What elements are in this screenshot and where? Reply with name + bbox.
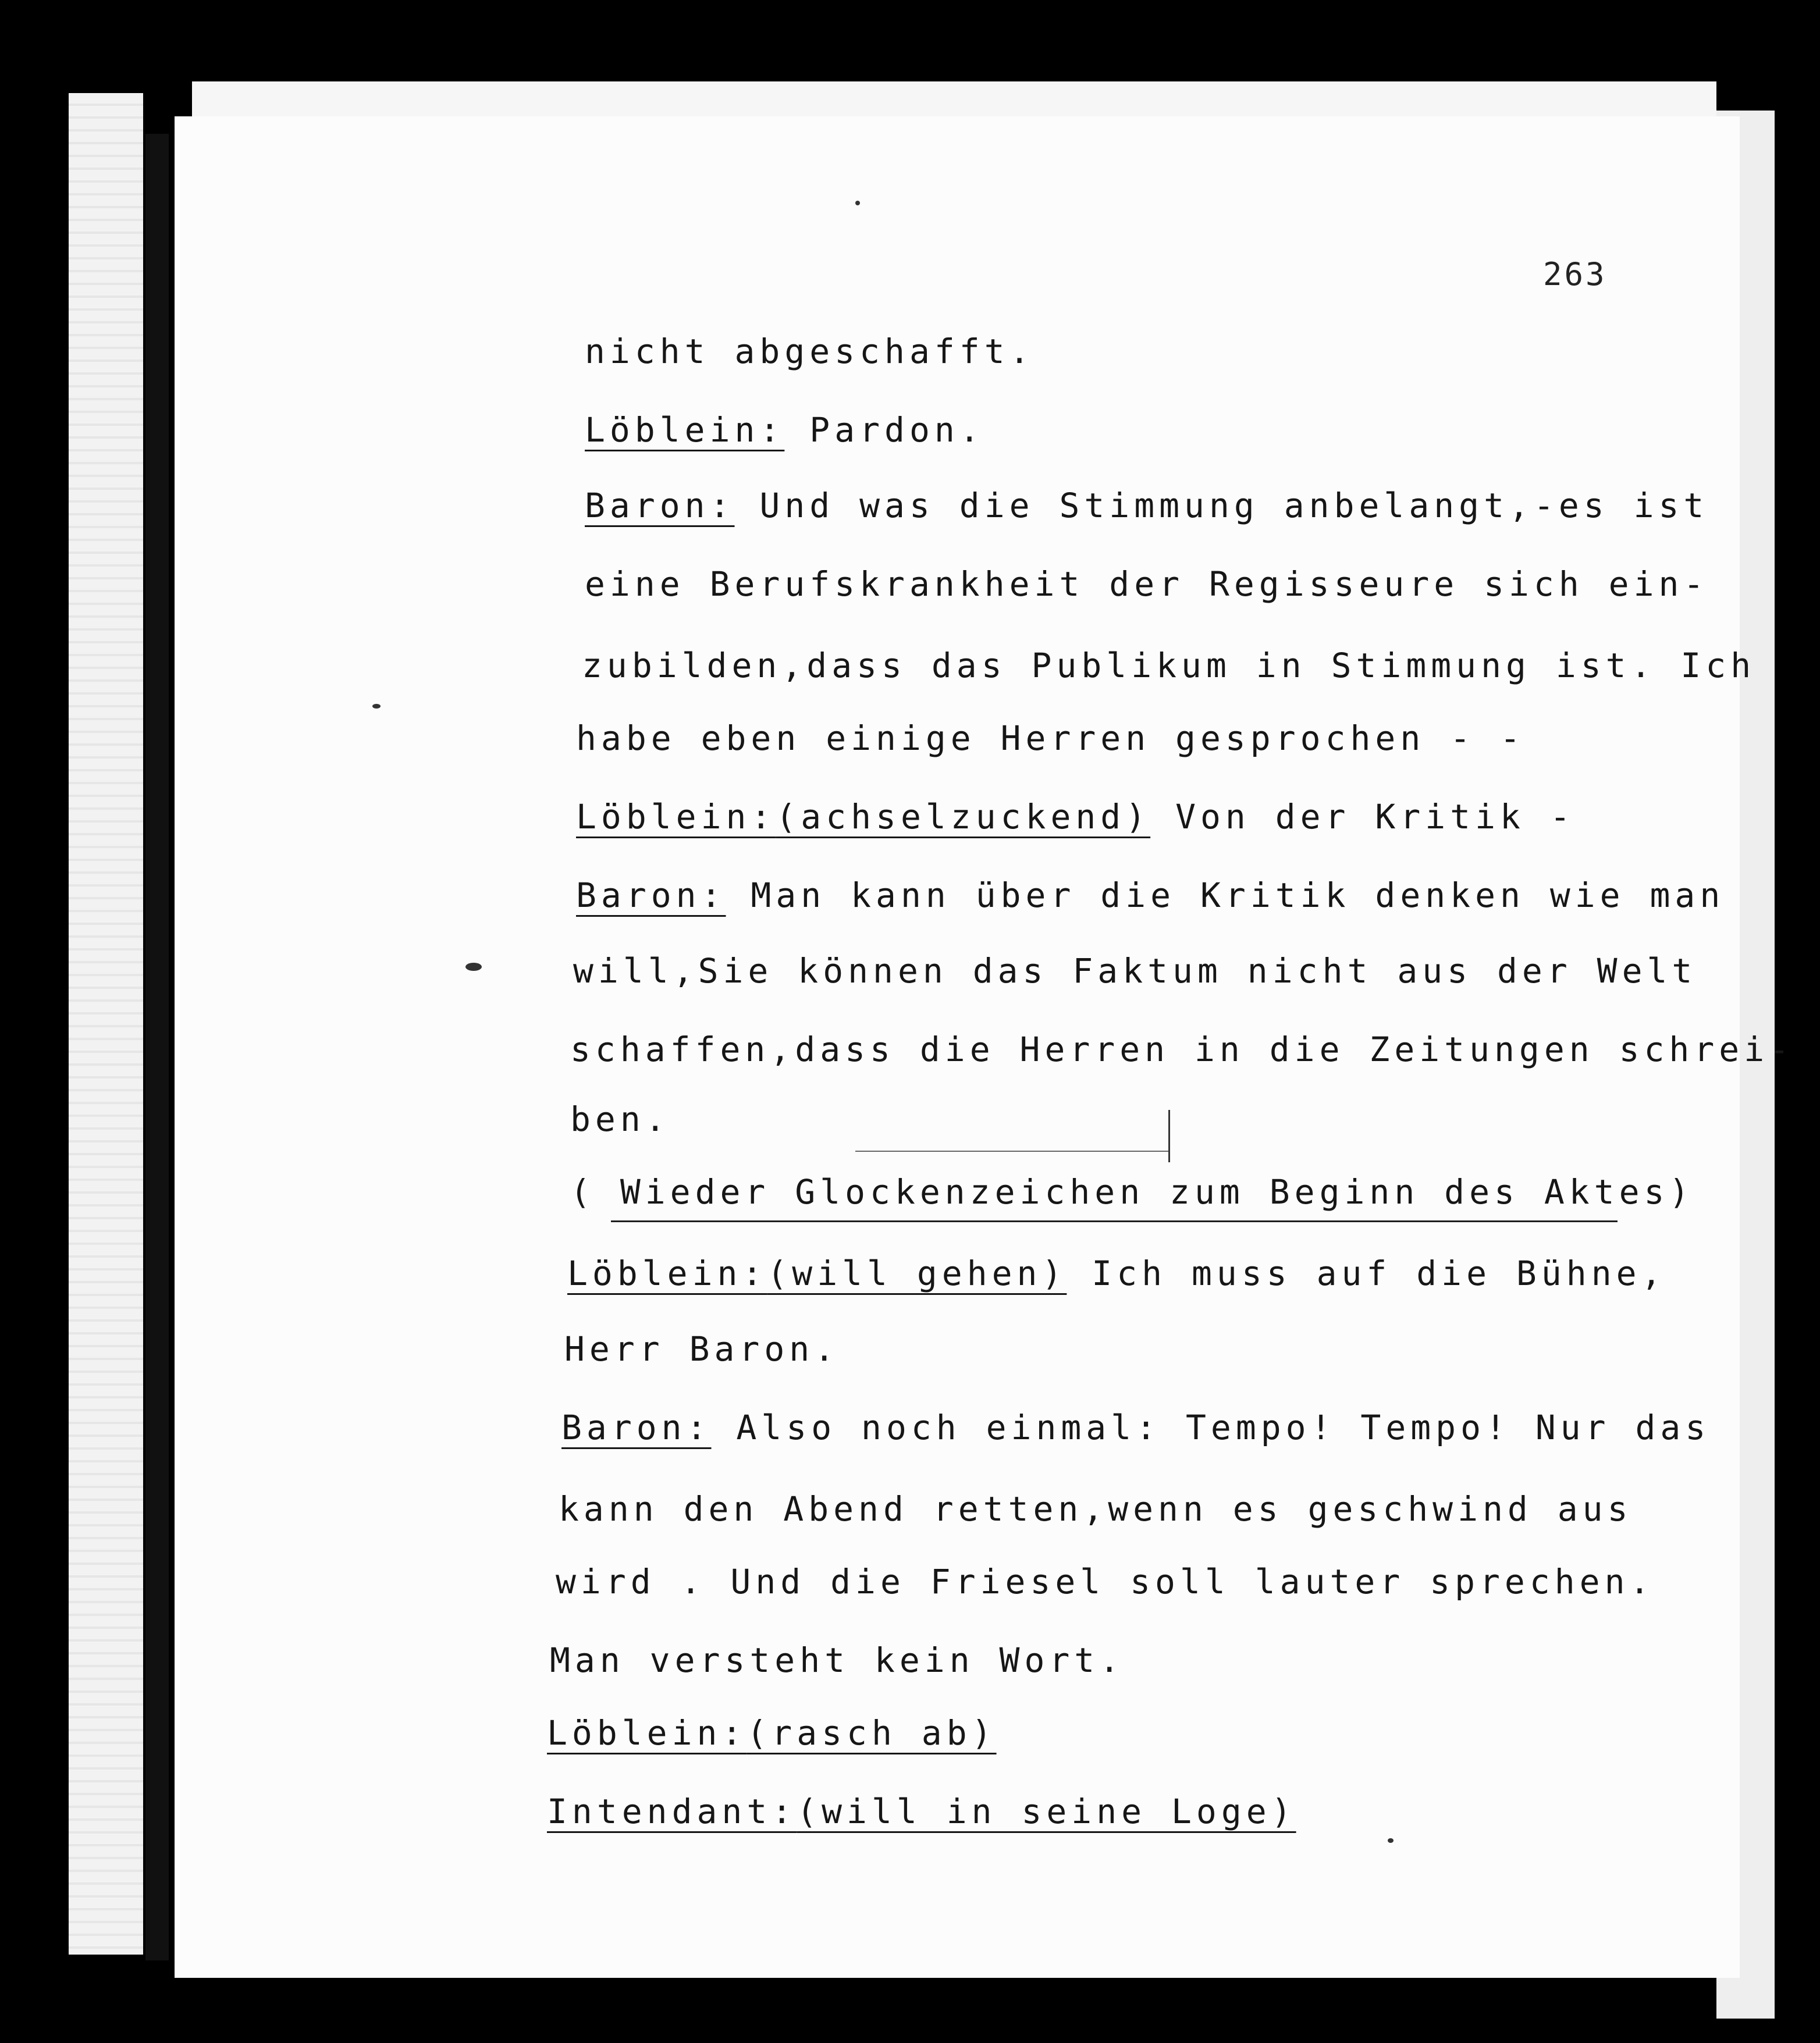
line-text: ben. xyxy=(570,1099,670,1139)
text-line xyxy=(585,332,1035,371)
line-text: Also noch einmal: Tempo! Tempo! Nur das xyxy=(711,1408,1711,1447)
text-line xyxy=(582,646,1756,685)
line-text: eine Berufskrankheit der Regisseure sich ein- xyxy=(585,564,1709,604)
ink-speck xyxy=(372,704,381,709)
speaker-name: Löblein: xyxy=(585,410,785,450)
line-text: nicht abgeschafft. xyxy=(585,332,1035,371)
line-text: Ich muss auf die Bühne, xyxy=(1067,1254,1666,1293)
text-line xyxy=(573,951,1697,991)
text-line xyxy=(576,875,1725,915)
text-line xyxy=(576,718,1525,758)
stage-direction: (rasch ab) xyxy=(747,1713,997,1753)
text-line xyxy=(556,1562,1655,1601)
speaker-name: Löblein: xyxy=(547,1713,747,1753)
line-text: kann den Abend retten,wenn es geschwind aus xyxy=(559,1489,1633,1529)
text-line xyxy=(570,1099,670,1139)
underlying-sheet-left xyxy=(69,93,143,1955)
text-line xyxy=(585,486,1709,525)
ink-speck xyxy=(465,963,482,971)
ink-speck xyxy=(855,201,860,205)
text-line xyxy=(547,1713,997,1753)
text-line xyxy=(550,1640,1125,1680)
line-text: Pardon. xyxy=(784,410,984,450)
line-text: wird . Und die Friesel soll lauter sprechen. xyxy=(556,1562,1655,1601)
line-text: ( Wieder Glockenzeichen zum Beginn des Aktes) xyxy=(570,1172,1694,1212)
stage-direction: (achselzuckend) xyxy=(776,797,1151,837)
speaker-name: Löblein: xyxy=(567,1254,767,1293)
stage-direction: (will gehen) xyxy=(767,1254,1067,1293)
text-line xyxy=(559,1489,1633,1529)
text-line xyxy=(561,1408,1711,1447)
line-text: will,Sie können das Faktum nicht aus der Welt xyxy=(573,951,1697,991)
stage-direction: (will in seine Loge) xyxy=(797,1792,1296,1831)
speaker-name: Baron: xyxy=(576,875,726,915)
stage-direction-rule xyxy=(611,1220,1618,1222)
line-text: Und was die Stimmung anbelangt,-es ist xyxy=(734,486,1709,525)
line-text: Man kann über die Kritik denken wie man xyxy=(726,875,1725,915)
pencil-mark xyxy=(1168,1110,1170,1162)
page-number: 263 xyxy=(1543,256,1607,293)
line-text: schaffen,dass die Herren in die Zeitungen schrei- xyxy=(570,1030,1794,1069)
line-text: Von der Kritik - xyxy=(1150,797,1575,837)
speaker-name: Intendant: xyxy=(547,1792,797,1831)
text-line xyxy=(585,564,1709,604)
stage-direction-line xyxy=(570,1172,1694,1212)
text-line xyxy=(576,797,1575,837)
speaker-name: Baron: xyxy=(585,486,735,525)
line-text: zubilden,dass das Publikum in Stimmung ist. Ich xyxy=(582,646,1756,685)
ink-speck xyxy=(1388,1838,1394,1843)
speaker-name: Baron: xyxy=(561,1408,712,1447)
line-text: Herr Baron. xyxy=(564,1329,840,1369)
text-line xyxy=(567,1254,1666,1293)
text-line xyxy=(564,1329,840,1369)
text-line xyxy=(570,1030,1794,1069)
text-line xyxy=(547,1792,1296,1831)
speaker-name: Löblein: xyxy=(576,797,776,837)
line-text: Man versteht kein Wort. xyxy=(550,1640,1125,1680)
binding-edge xyxy=(145,134,169,1960)
line-text: habe eben einige Herren gesprochen - - xyxy=(576,718,1525,758)
text-line xyxy=(585,410,984,450)
pencil-mark xyxy=(855,1151,1170,1152)
